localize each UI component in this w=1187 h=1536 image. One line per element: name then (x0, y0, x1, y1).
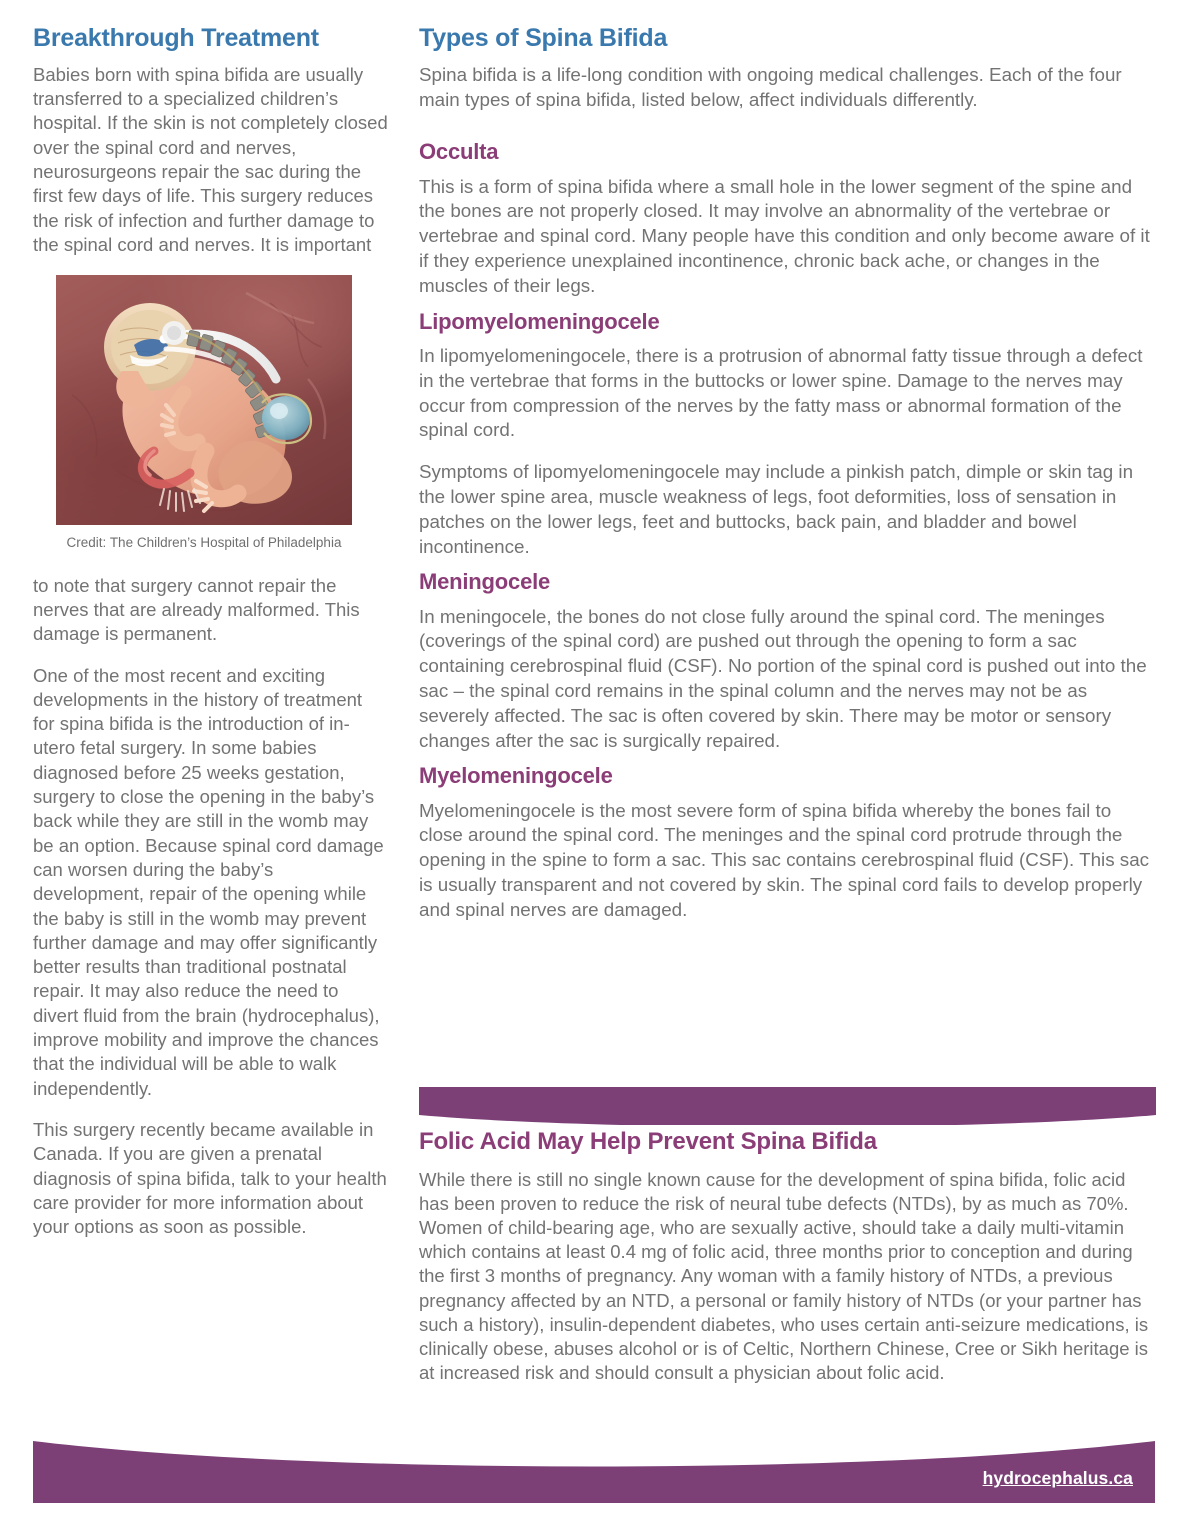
spacer (419, 753, 1159, 763)
breakthrough-paragraph-4: This surgery recently became available in Canada. If you are given a prenatal diagnosis of spina bifida, talk to your health care provider for more information about your options as soon as possible. (33, 1118, 387, 1238)
folic-acid-paragraph-1: While there is still no single known cause for the development of spina bifida, folic acid has been proven to reduce the risk of neural tube defects (NTDs), by as much as 70%. Women of child-bearing age, who are sexually active, should take a daily multi-vitamin which contains at least 0.4 mg of folic acid, three months prior to conception and during the first 3 months of pregnancy. Any woman with a family history of NTDs, a previous pregnancy affected by an NTD, a personal or family history of NTDs (or your partner has such a history), insulin-dependent diabetes, who uses certain anti-seizure medications, is clinically obese, abuses alcohol or is of Celtic, Northern Chinese, Cree or Sikh heritage is at increased risk and should consult a physician about folic acid. (419, 1168, 1149, 1384)
type-section-meningocele (419, 569, 1159, 753)
lipomyelomeningocele-heading: Lipomyelomeningocele (419, 308, 660, 334)
breakthrough-paragraph-1: Babies born with spina bifida are usually transferred to a specialized children’s hospital. If the skin is not completely closed over the spinal cord and nerves, neurosurgeons repair the sac during the first few days of life. This surgery reduces the risk of infection and further damage to the spinal cord and nerves. It is important (33, 63, 388, 255)
right-column (419, 24, 1159, 923)
type-section-occulta (419, 139, 1159, 298)
fetal-illustration-figure (33, 275, 388, 552)
left-column (33, 24, 388, 1239)
folic-acid-title: Folic Acid May Help Prevent Spina Bifida (419, 1128, 877, 1155)
footer-bar (33, 1441, 1155, 1503)
occulta-heading: Occulta (419, 139, 499, 165)
banner-shape (419, 1087, 1156, 1125)
folic-acid-banner-bar (419, 1087, 1156, 1125)
spacer (33, 552, 388, 574)
meningocele-paragraph-1: In meningocele, the bones do not close fully around the spinal cord. The meninges (coverings of the spinal cord) are pushed out through the opening to form a sac containing cerebrospinal fluid (CSF). No portion of the spinal cord is pushed out into the sac – the spinal cord remains in the spinal column and the nerves may not be as severely affected. The sac is often covered by skin. There may be motor or sensory changes after the sac is surgically repaired. (419, 605, 1147, 751)
breakthrough-paragraph-2: to note that surgery cannot repair the nerves that are already malformed. This damage is permanent. (33, 574, 360, 645)
fetal-illustration-image (56, 275, 352, 525)
lipomyelomeningocele-paragraph-2: Symptoms of lipomyelomeningocele may include a pinkish patch, dimple or skin tag in the lower spine area, muscle weakness of legs, foot deformities, loss of sensation in patches on the lower legs, feet and buttocks, back pain, and bladder and bowel incontinence. (419, 461, 1134, 557)
spacer (419, 299, 1159, 309)
figure-caption: Credit: The Children’s Hospital of Philadelphia (66, 535, 342, 551)
types-of-spina-bifida-title: Types of Spina Bifida (419, 24, 668, 52)
meningocele-heading: Meningocele (419, 569, 551, 595)
type-section-myelomeningocele (419, 763, 1159, 922)
spacer (419, 559, 1159, 569)
fetus-illustration-icon (56, 275, 352, 525)
types-intro-paragraph: Spina bifida is a life-long condition with ongoing medical challenges. Each of the four main types of spina bifida, listed below, affect individuals differently. (419, 63, 1122, 110)
myelomeningocele-heading: Myelomeningocele (419, 763, 613, 789)
folic-acid-section (419, 1128, 1159, 1385)
spacer (419, 129, 1159, 139)
lipomyelomeningocele-paragraph-1: In lipomyelomeningocele, there is a protrusion of abnormal fatty tissue through a defect in the vertebrae that forms in the buttocks or lower spine. Damage to the nerves may occur from compression of the nerves by the fatty mass or abnormal formation of the spinal cord. (419, 344, 1143, 441)
myelomeningocele-paragraph-1: Myelomeningocele is the most severe form of spina bifida whereby the bones fail to close around the spinal cord. The meninges and the spinal cord protrude through the opening in the spine to form a sac. This sac contains cerebrospinal fluid (CSF). This sac is usually transparent and not covered by skin. The spinal cord fails to develop properly and spinal nerves are damaged. (419, 799, 1150, 920)
footer-website-link[interactable]: hydrocephalus.ca (982, 1468, 1133, 1488)
breakthrough-paragraph-3: One of the most recent and exciting developments in the history of treatment for spina bifida is the introduction of in-utero fetal surgery. In some babies diagnosed before 25 weeks gestation, surgery to close the opening in the baby’s back while they are still in the womb may be an option. Because spinal cord damage can worsen during the baby’s development, repair of the opening while the baby is still in the womb may prevent further damage and may offer significantly better results than traditional postnatal repair. It may also reduce the need to divert fluid from the brain (hydrocephalus), improve mobility and improve the chances that the individual will be able to walk independently. (33, 664, 384, 1099)
type-section-lipomyelomeningocele (419, 309, 1159, 560)
occulta-paragraph-1: This is a form of spina bifida where a small hole in the lower segment of the spine and the bones are not properly closed. It may involve an abnormality of the vertebrae or vertebrae and spinal cord. Many people have this condition and only become aware of it if they experience unexplained incontinence, chronic back ache, or changes in the muscles of their legs. (419, 175, 1150, 296)
breakthrough-treatment-title: Breakthrough Treatment (33, 24, 319, 52)
